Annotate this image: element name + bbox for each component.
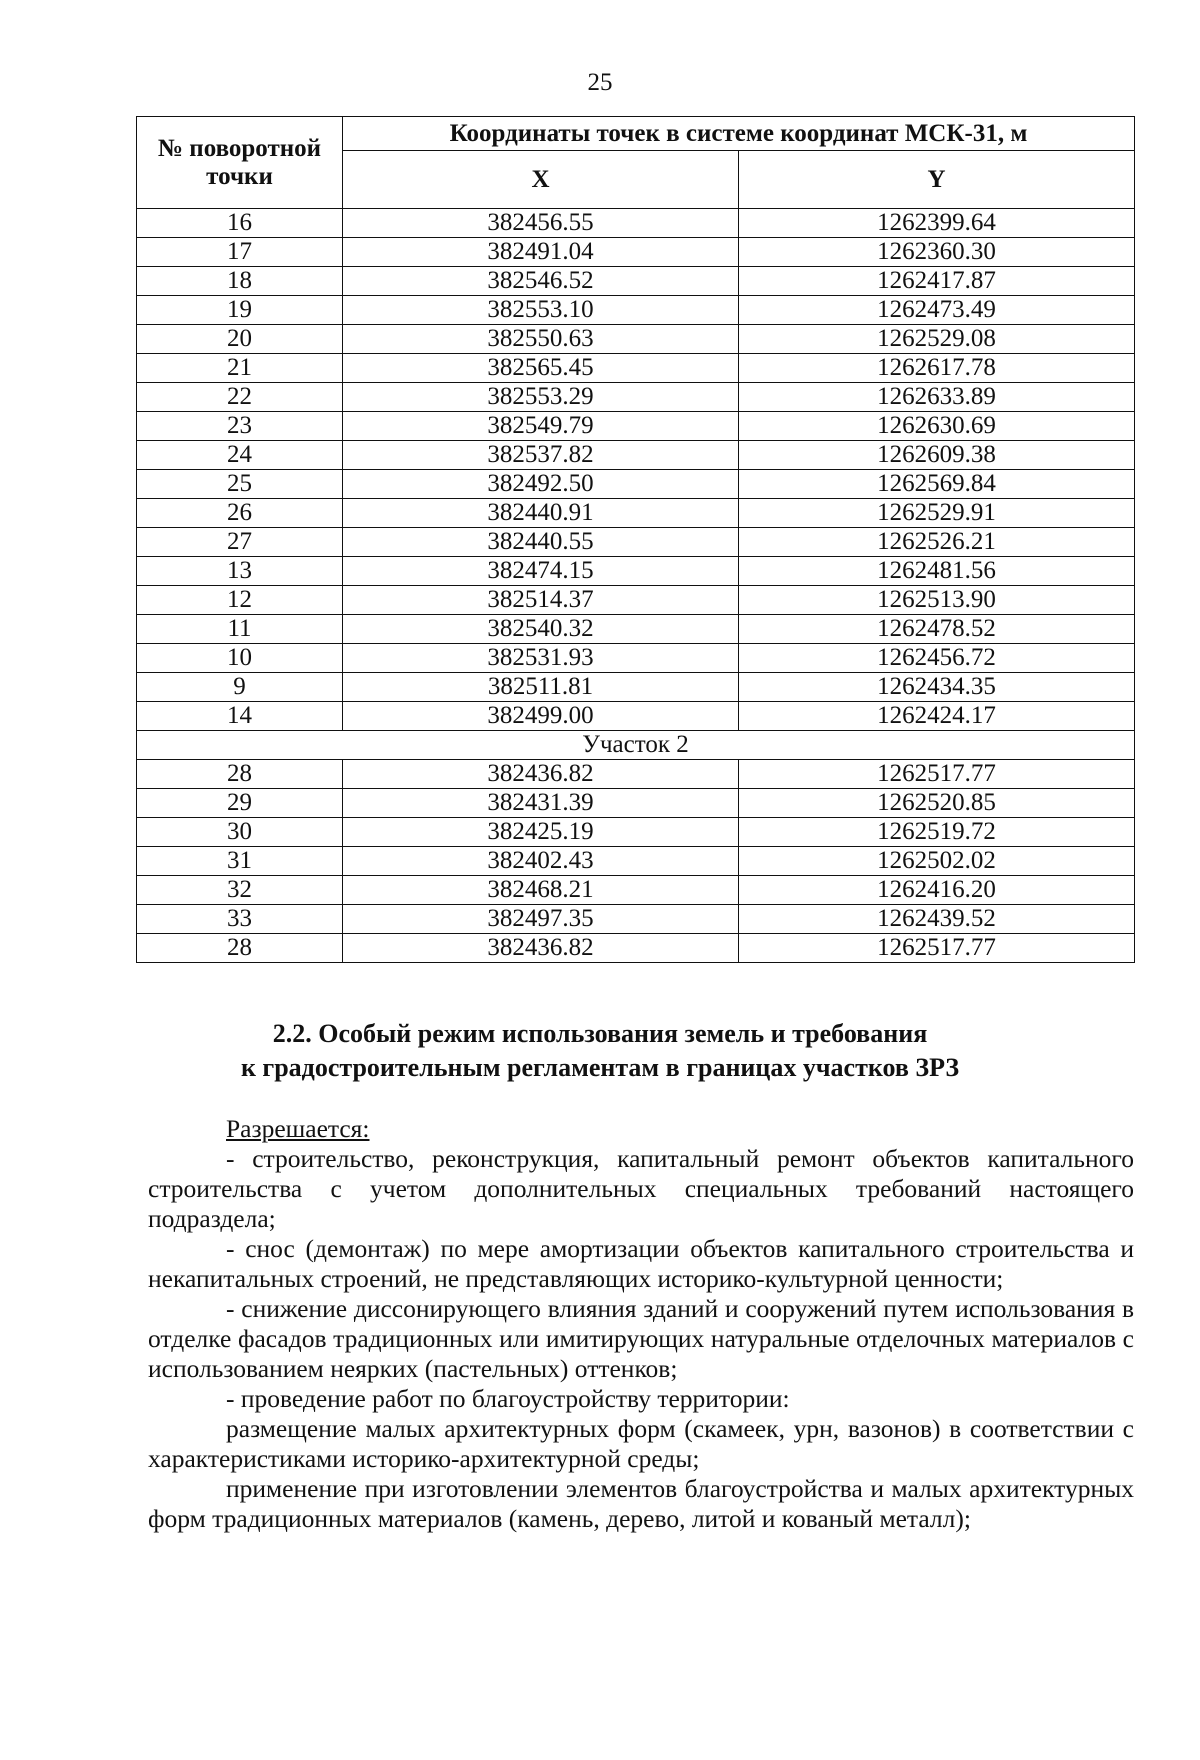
cell-x: 382440.91 [343,499,739,528]
cell-point-number: 20 [137,325,343,354]
cell-x: 382553.10 [343,296,739,325]
section-heading-line-1: 2.2. Особый режим использования земель и требования [272,1019,928,1048]
cell-x: 382436.82 [343,934,739,963]
page-number: 25 [587,69,613,96]
table-row [137,267,1135,296]
paragraph: размещение малых архитектурных форм (скамеек, урн, вазонов) в соответствии с характеристиками историко-архитектурной среды; [148,1414,1134,1473]
cell-x: 382511.81 [343,673,739,702]
table-row [137,644,1135,673]
cell-y: 1262529.08 [739,325,1135,354]
cell-point-number: 22 [137,383,343,412]
table-row [137,673,1135,702]
table-row [137,615,1135,644]
table-row [137,934,1135,963]
cell-y: 1262481.56 [739,557,1135,586]
table-row [137,876,1135,905]
table-row [137,238,1135,267]
cell-point-number: 25 [137,470,343,499]
cell-y: 1262473.49 [739,296,1135,325]
table-row [137,789,1135,818]
cell-point-number: 32 [137,876,343,905]
cell-y: 1262617.78 [739,354,1135,383]
table-row [137,847,1135,876]
cell-y: 1262502.02 [739,847,1135,876]
cell-point-number: 29 [137,789,343,818]
cell-point-number: 33 [137,905,343,934]
cell-point-number: 17 [137,238,343,267]
section-heading [0,1017,1200,1085]
section-heading-line-2: к градостроительным регламентам в границах участков ЗРЗ [240,1053,960,1082]
cell-y: 1262519.72 [739,818,1135,847]
column-header-point-number: № поворотной точки [137,117,343,209]
cell-x: 382546.52 [343,267,739,296]
cell-point-number: 18 [137,267,343,296]
cell-point-number: 9 [137,673,343,702]
cell-x: 382474.15 [343,557,739,586]
table-row [137,760,1135,789]
table-row [137,528,1135,557]
cell-point-number: 13 [137,557,343,586]
cell-x: 382440.55 [343,528,739,557]
column-header-coordinates: Координаты точек в системе координат МСК-31, м [343,117,1135,151]
cell-x: 382540.32 [343,615,739,644]
paragraph: применение при изготовлении элементов благоустройства и малых архитектурных форм традиционных материалов (камень, дерево, литой и кованый металл); [148,1474,1134,1533]
cell-x: 382497.35 [343,905,739,934]
cell-x: 382553.29 [343,383,739,412]
table-row [137,383,1135,412]
cell-y: 1262478.52 [739,615,1135,644]
cell-x: 382436.82 [343,760,739,789]
table-row [137,296,1135,325]
cell-y: 1262424.17 [739,702,1135,731]
cell-point-number: 16 [137,209,343,238]
paragraph: - снос (демонтаж) по мере амортизации объектов капитального строительства и некапитальных строений, не представляющих историко-культурной ценности; [148,1234,1134,1293]
cell-y: 1262417.87 [739,267,1135,296]
coordinates-table [136,116,1135,963]
paragraph-permitted: Разрешается: [226,1114,370,1143]
cell-y: 1262526.21 [739,528,1135,557]
cell-y: 1262456.72 [739,644,1135,673]
cell-y: 1262529.91 [739,499,1135,528]
table-row [137,702,1135,731]
table-row [137,325,1135,354]
table-row [137,557,1135,586]
paragraph: - проведение работ по благоустройству территории: [226,1384,790,1413]
cell-y: 1262633.89 [739,383,1135,412]
cell-point-number: 19 [137,296,343,325]
cell-point-number: 28 [137,934,343,963]
cell-y: 1262439.52 [739,905,1135,934]
cell-point-number: 23 [137,412,343,441]
cell-x: 382402.43 [343,847,739,876]
cell-point-number: 24 [137,441,343,470]
section-body [148,1114,1134,1534]
section-label: Участок 2 [137,731,1135,760]
cell-y: 1262399.64 [739,209,1135,238]
cell-x: 382499.00 [343,702,739,731]
cell-x: 382468.21 [343,876,739,905]
paragraph: - снижение диссонирующего влияния зданий и сооружений путем использования в отделке фасадов традиционных или имитирующих натуральные отделочных материалов с использованием неярких (пастельных) оттенков; [148,1294,1134,1383]
table-row [137,354,1135,383]
cell-y: 1262569.84 [739,470,1135,499]
cell-y: 1262434.35 [739,673,1135,702]
paragraph: - строительство, реконструкция, капитальный ремонт объектов капитального строительства с учетом дополнительных специальных требований настоящего подраздела; [148,1144,1134,1233]
table-row [137,412,1135,441]
cell-x: 382537.82 [343,441,739,470]
cell-point-number: 30 [137,818,343,847]
cell-point-number: 11 [137,615,343,644]
cell-point-number: 28 [137,760,343,789]
table-row [137,586,1135,615]
section-row [137,731,1135,760]
table-row [137,499,1135,528]
table-row [137,470,1135,499]
column-header-y: Y [739,151,1135,209]
cell-point-number: 14 [137,702,343,731]
cell-x: 382565.45 [343,354,739,383]
cell-x: 382492.50 [343,470,739,499]
table-row [137,209,1135,238]
cell-x: 382550.63 [343,325,739,354]
cell-y: 1262416.20 [739,876,1135,905]
cell-point-number: 21 [137,354,343,383]
cell-y: 1262609.38 [739,441,1135,470]
cell-x: 382531.93 [343,644,739,673]
table-row [137,905,1135,934]
cell-x: 382456.55 [343,209,739,238]
cell-y: 1262360.30 [739,238,1135,267]
cell-y: 1262517.77 [739,934,1135,963]
cell-y: 1262517.77 [739,760,1135,789]
column-header-x: X [343,151,739,209]
cell-x: 382549.79 [343,412,739,441]
cell-x: 382491.04 [343,238,739,267]
table-row [137,441,1135,470]
cell-point-number: 27 [137,528,343,557]
cell-x: 382425.19 [343,818,739,847]
table-row [137,818,1135,847]
cell-x: 382514.37 [343,586,739,615]
cell-x: 382431.39 [343,789,739,818]
cell-point-number: 26 [137,499,343,528]
cell-point-number: 12 [137,586,343,615]
cell-point-number: 10 [137,644,343,673]
cell-y: 1262513.90 [739,586,1135,615]
cell-y: 1262520.85 [739,789,1135,818]
cell-y: 1262630.69 [739,412,1135,441]
cell-point-number: 31 [137,847,343,876]
